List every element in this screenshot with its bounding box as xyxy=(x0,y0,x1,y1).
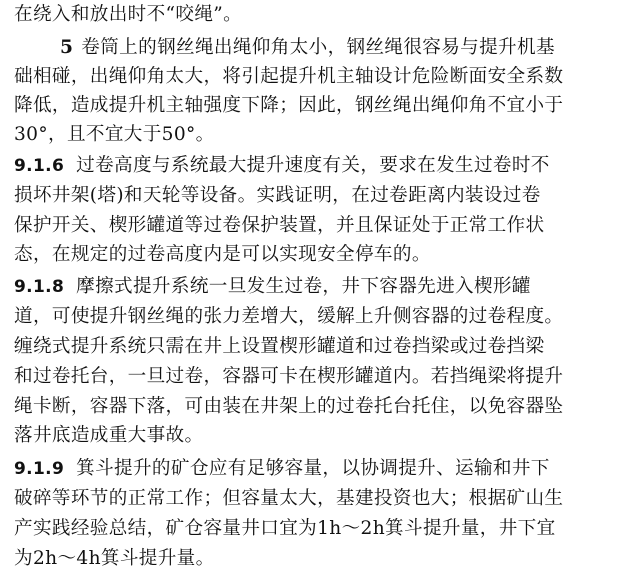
text-line xyxy=(14,454,606,484)
text-line xyxy=(14,211,606,241)
line-text: 卷筒上的钢丝绳出绳仰角太小，钢丝绳很容易与提升机基 xyxy=(81,37,555,58)
text-line xyxy=(14,421,606,451)
item-number: 5 xyxy=(60,37,74,58)
line-text: 箕斗提升的矿仓应有足够容量，以协调提升、运输和井下 xyxy=(76,458,550,479)
text-line xyxy=(14,91,606,121)
line-text: 础相碰，出绳仰角太大，将引起提升机主轴设计危险断面安全系数 xyxy=(14,66,564,87)
text-line xyxy=(14,62,606,92)
text-line xyxy=(14,332,606,362)
text-line xyxy=(14,302,606,332)
text-line xyxy=(14,0,606,30)
line-text: 缠绕式提升系统只需在井上设置楔形罐道和过卷挡梁或过卷挡梁 xyxy=(14,336,545,357)
text-line xyxy=(14,484,606,514)
text-line xyxy=(14,120,606,150)
line-text: 绳卡断，容器下落，可由装在井架上的过卷托台托住，以免容器坠 xyxy=(14,396,564,417)
line-text: 降低，造成提升机主轴强度下降；因此，钢丝绳出绳仰角不宜小于 xyxy=(14,95,564,116)
line-text: 产实践经验总结，矿仓容量井口宜为1h～2h箕斗提升量，井下宜 xyxy=(14,518,556,539)
line-text: 30°，且不宜大于50°。 xyxy=(14,124,215,145)
line-text: 摩擦式提升系统一旦发生过卷，井下容器先进入楔形罐 xyxy=(76,276,531,297)
text-line xyxy=(14,240,606,270)
line-text: 为2h～4h箕斗提升量。 xyxy=(14,548,215,569)
line-text: 损坏井架(塔)和天轮等设备。实践证明，在过卷距离内装设过卷 xyxy=(14,185,541,206)
line-text: 落井底造成重大事故。 xyxy=(14,425,204,446)
text-line xyxy=(60,33,606,63)
section-number: 9.1.6 xyxy=(14,156,65,176)
text-line xyxy=(14,544,606,574)
text-line xyxy=(14,151,606,181)
line-text: 破碎等环节的正常工作；但容量太大，基建投资也大；根据矿山生 xyxy=(14,488,564,509)
line-text: 道，可使提升钢丝绳的张力差增大，缓解上升侧容器的过卷程度。 xyxy=(14,306,564,327)
line-text: 和过卷托台，一旦过卷，容器可卡在楔形罐道内。若挡绳梁将提升 xyxy=(14,366,564,387)
section-number: 9.1.8 xyxy=(14,277,65,297)
text-line xyxy=(14,514,606,544)
text-line xyxy=(14,362,606,392)
section-number: 9.1.9 xyxy=(14,459,65,479)
text-line xyxy=(14,392,606,422)
line-text: 过卷高度与系统最大提升速度有关，要求在发生过卷时不 xyxy=(76,155,550,176)
text-line xyxy=(14,181,606,211)
line-text: 在绕入和放出时不“咬绳”。 xyxy=(14,4,243,25)
text-line xyxy=(14,272,606,302)
line-text: 保护开关、楔形罐道等过卷保护装置，并且保证处于正常工作状 xyxy=(14,215,545,236)
line-text: 态，在规定的过卷高度内是可以实现安全停车的。 xyxy=(14,244,431,265)
